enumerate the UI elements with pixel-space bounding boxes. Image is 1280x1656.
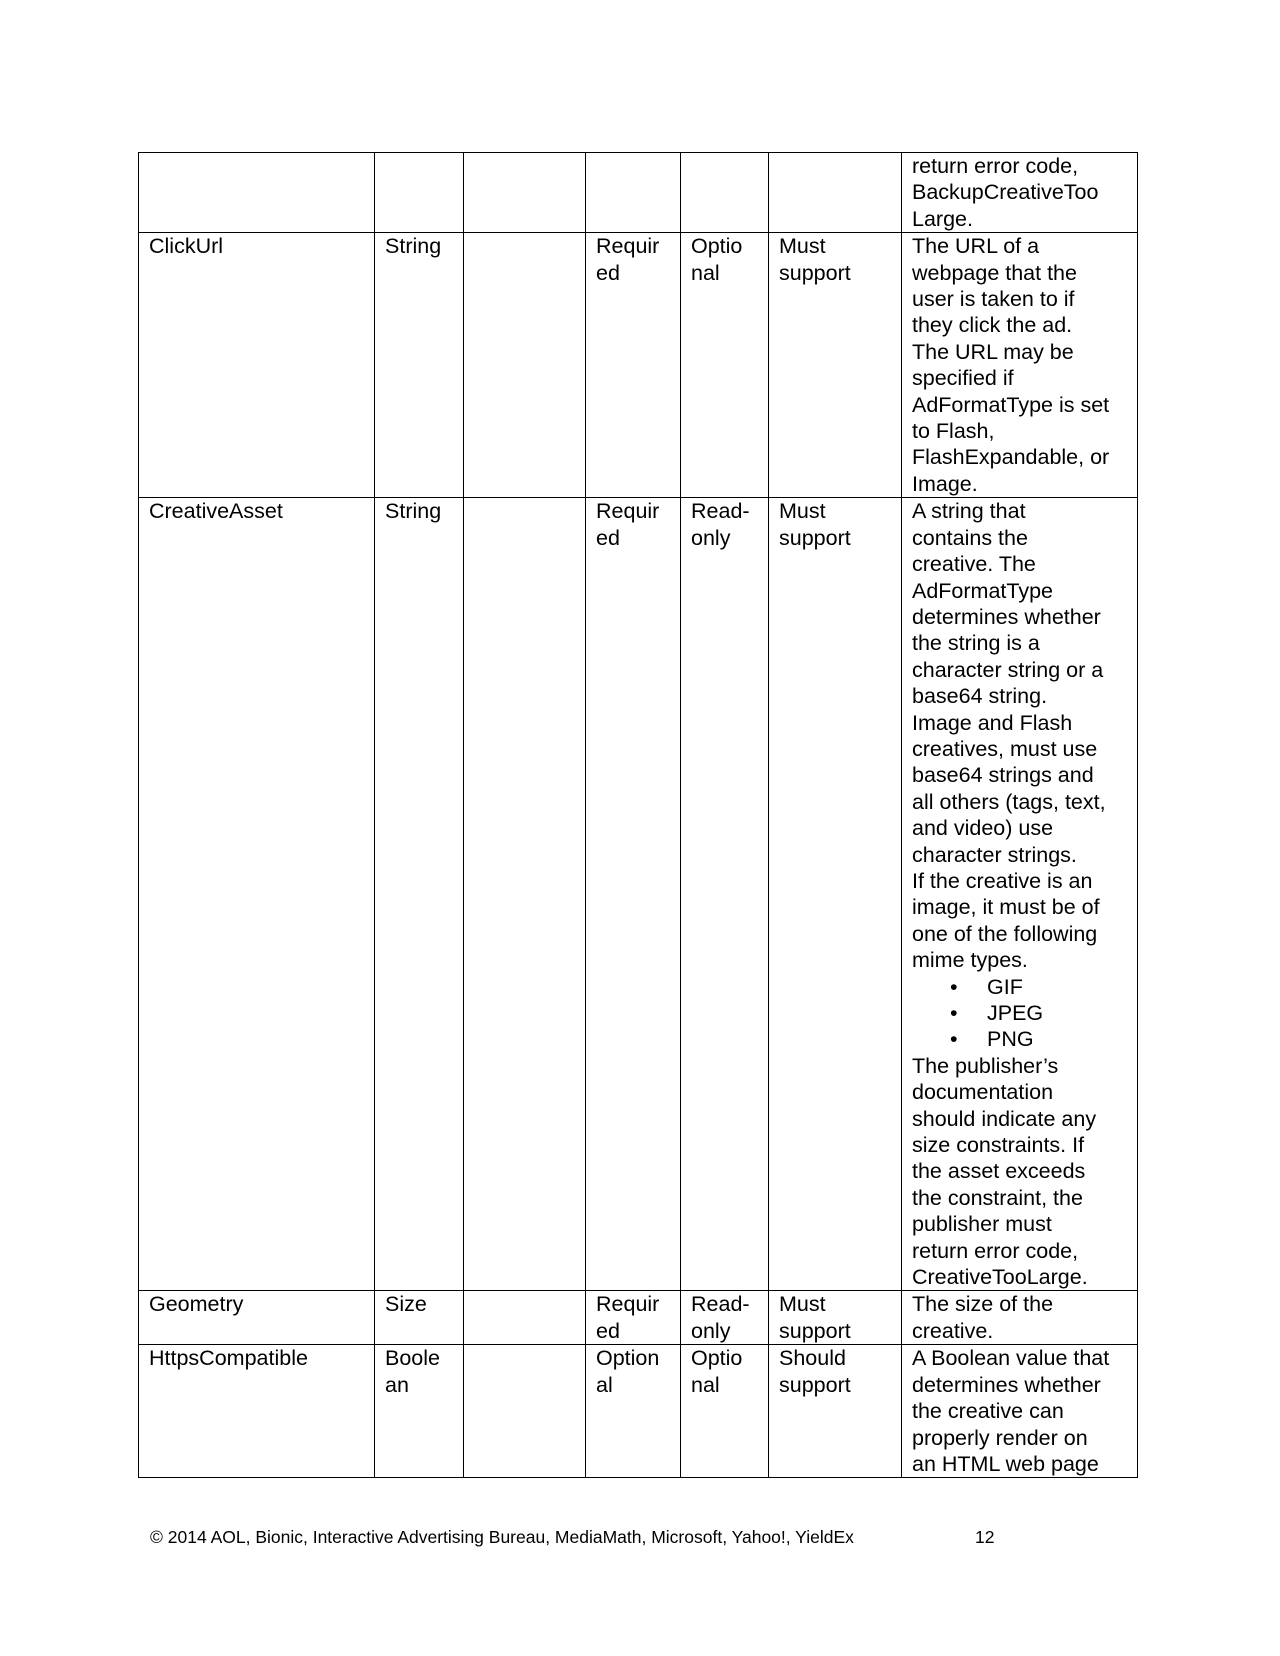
- access-line: only: [691, 1318, 731, 1343]
- field-type: Size: [385, 1292, 427, 1317]
- field-access-cell: [681, 1291, 769, 1345]
- description-line: character string or a: [912, 657, 1104, 682]
- mime-type: GIF: [987, 974, 1023, 999]
- description-line: the creative can: [912, 1399, 1064, 1424]
- field-type-cell: [375, 498, 464, 1291]
- description-line: the asset exceeds: [912, 1159, 1086, 1184]
- description-line: an HTML web page: [912, 1451, 1099, 1476]
- field-requirement-cell: [586, 153, 681, 233]
- description-line: determines whether: [912, 604, 1101, 629]
- description-line: The URL may be: [912, 339, 1074, 364]
- description-line: they click the ad.: [912, 313, 1073, 338]
- field-type-cell: [375, 1345, 464, 1478]
- field-description-cell: [902, 1291, 1138, 1345]
- support-line: support: [779, 525, 851, 550]
- access-line: Read-: [691, 1292, 750, 1317]
- description-line: all others (tags, text,: [912, 789, 1106, 814]
- field-type: String: [385, 234, 442, 259]
- field-support-cell: [769, 233, 902, 498]
- field-name: ClickUrl: [149, 234, 224, 259]
- field-access-cell: [681, 153, 769, 233]
- description-line: webpage that the: [912, 260, 1077, 285]
- field-name-cell: [139, 498, 375, 1291]
- description-line: creatives, must use: [912, 736, 1098, 761]
- bullet-icon: •: [950, 1027, 958, 1052]
- mime-type: JPEG: [987, 1001, 1044, 1025]
- field-type: Boole: [385, 1346, 440, 1371]
- field-type: String: [385, 499, 442, 524]
- description-line: base64 strings and: [912, 763, 1094, 788]
- description-line: the constraint, the: [912, 1185, 1083, 1210]
- access-line: nal: [691, 1372, 720, 1397]
- description-line: AdFormatType: [912, 578, 1053, 603]
- description-line: contains the: [912, 525, 1028, 550]
- mime-type-list: [912, 974, 1133, 1053]
- description-line: specified if: [912, 366, 1014, 391]
- description-line: Large.: [912, 206, 973, 231]
- field-extra-cell: [464, 1291, 586, 1345]
- field-requirement-cell: [586, 1291, 681, 1345]
- support-line: Should: [779, 1346, 846, 1371]
- field-extra-cell: [464, 153, 586, 233]
- table-row: [139, 153, 1138, 233]
- bullet-icon: •: [950, 974, 958, 999]
- requirement-line: Requir: [596, 1292, 660, 1317]
- requirement-line: Requir: [596, 234, 660, 259]
- access-line: Optio: [691, 234, 743, 259]
- description-line: should indicate any: [912, 1106, 1097, 1131]
- description-line: character strings.: [912, 842, 1077, 867]
- description-line: creative. The: [912, 552, 1036, 577]
- list-item: [912, 974, 1133, 1000]
- field-description-cell: [902, 498, 1138, 1291]
- field-support-cell: [769, 1345, 902, 1478]
- spec-table: [138, 152, 1138, 1478]
- description-line: The URL of a: [912, 234, 1040, 259]
- support-line: Must: [779, 499, 826, 524]
- support-line: support: [779, 1318, 851, 1343]
- description-line: return error code,: [912, 1238, 1079, 1263]
- table-row: [139, 233, 1138, 498]
- description-line: and video) use: [912, 816, 1054, 841]
- description-line: CreativeTooLarge.: [912, 1265, 1088, 1290]
- table-row: [139, 498, 1138, 1291]
- bullet-icon: •: [950, 1001, 958, 1025]
- description-line: return error code,: [912, 154, 1079, 178]
- requirement-line: Option: [596, 1346, 660, 1371]
- field-type-cell: [375, 1291, 464, 1345]
- description-line: publisher must: [912, 1212, 1052, 1237]
- field-description-cell: [902, 1345, 1138, 1478]
- support-line: Must: [779, 234, 826, 259]
- field-access-cell: [681, 233, 769, 498]
- field-type: an: [385, 1372, 409, 1397]
- requirement-line: al: [596, 1372, 613, 1397]
- table-row: [139, 1345, 1138, 1478]
- support-line: support: [779, 1372, 851, 1397]
- field-name: Geometry: [149, 1292, 244, 1317]
- field-name-cell: [139, 153, 375, 233]
- description-line: one of the following: [912, 921, 1098, 946]
- field-description-cell: [902, 153, 1138, 233]
- description-line: user is taken to if: [912, 287, 1075, 312]
- field-requirement-cell: [586, 1345, 681, 1478]
- description-line: The publisher’s: [912, 1053, 1059, 1078]
- description-line: the string is a: [912, 631, 1040, 656]
- field-access-cell: [681, 498, 769, 1291]
- footer-copyright: © 2014 AOL, Bionic, Interactive Advertising Bureau, MediaMath, Microsoft, Yahoo!, YieldEx: [150, 1527, 854, 1547]
- access-line: only: [691, 525, 731, 550]
- description-line: mime types.: [912, 948, 1028, 973]
- field-extra-cell: [464, 498, 586, 1291]
- field-name: CreativeAsset: [149, 499, 283, 524]
- field-support-cell: [769, 498, 902, 1291]
- description-line: If the creative is an: [912, 868, 1093, 893]
- description-line: size constraints. If: [912, 1133, 1085, 1158]
- description-line: The size of the: [912, 1292, 1054, 1317]
- description-line: Image and Flash: [912, 710, 1073, 735]
- list-item: [912, 1026, 1133, 1052]
- description-line: documentation: [912, 1080, 1054, 1105]
- field-support-cell: [769, 153, 902, 233]
- field-name-cell: [139, 1345, 375, 1478]
- requirement-line: ed: [596, 525, 620, 550]
- field-support-cell: [769, 1291, 902, 1345]
- field-requirement-cell: [586, 233, 681, 498]
- support-line: Must: [779, 1292, 826, 1317]
- list-item: [912, 1000, 1133, 1026]
- requirement-line: ed: [596, 1318, 620, 1343]
- field-description-cell: [902, 233, 1138, 498]
- description-line: A Boolean value that: [912, 1346, 1110, 1371]
- description-line: to Flash,: [912, 419, 995, 444]
- description-line: Image.: [912, 471, 978, 496]
- requirement-line: Requir: [596, 499, 660, 524]
- access-line: Read-: [691, 499, 750, 524]
- table-row: [139, 1291, 1138, 1345]
- field-name-cell: [139, 233, 375, 498]
- access-line: Optio: [691, 1346, 743, 1371]
- field-extra-cell: [464, 233, 586, 498]
- mime-type: PNG: [987, 1027, 1034, 1052]
- description-line: BackupCreativeToo: [912, 180, 1099, 205]
- requirement-line: ed: [596, 260, 620, 285]
- description-line: determines whether: [912, 1372, 1101, 1397]
- description-line: properly render on: [912, 1425, 1088, 1450]
- page-number: 12: [975, 1527, 995, 1547]
- field-type-cell: [375, 153, 464, 233]
- description-line: base64 string.: [912, 684, 1048, 709]
- description-line: image, it must be of: [912, 895, 1100, 920]
- field-requirement-cell: [586, 498, 681, 1291]
- field-name-cell: [139, 1291, 375, 1345]
- description-line: creative.: [912, 1318, 994, 1343]
- field-access-cell: [681, 1345, 769, 1478]
- description-line: AdFormatType is set: [912, 392, 1110, 417]
- field-type-cell: [375, 233, 464, 498]
- description-line: A string that: [912, 499, 1026, 524]
- field-extra-cell: [464, 1345, 586, 1478]
- access-line: nal: [691, 260, 720, 285]
- support-line: support: [779, 260, 851, 285]
- description-line: FlashExpandable, or: [912, 445, 1110, 470]
- field-name: HttpsCompatible: [149, 1346, 308, 1371]
